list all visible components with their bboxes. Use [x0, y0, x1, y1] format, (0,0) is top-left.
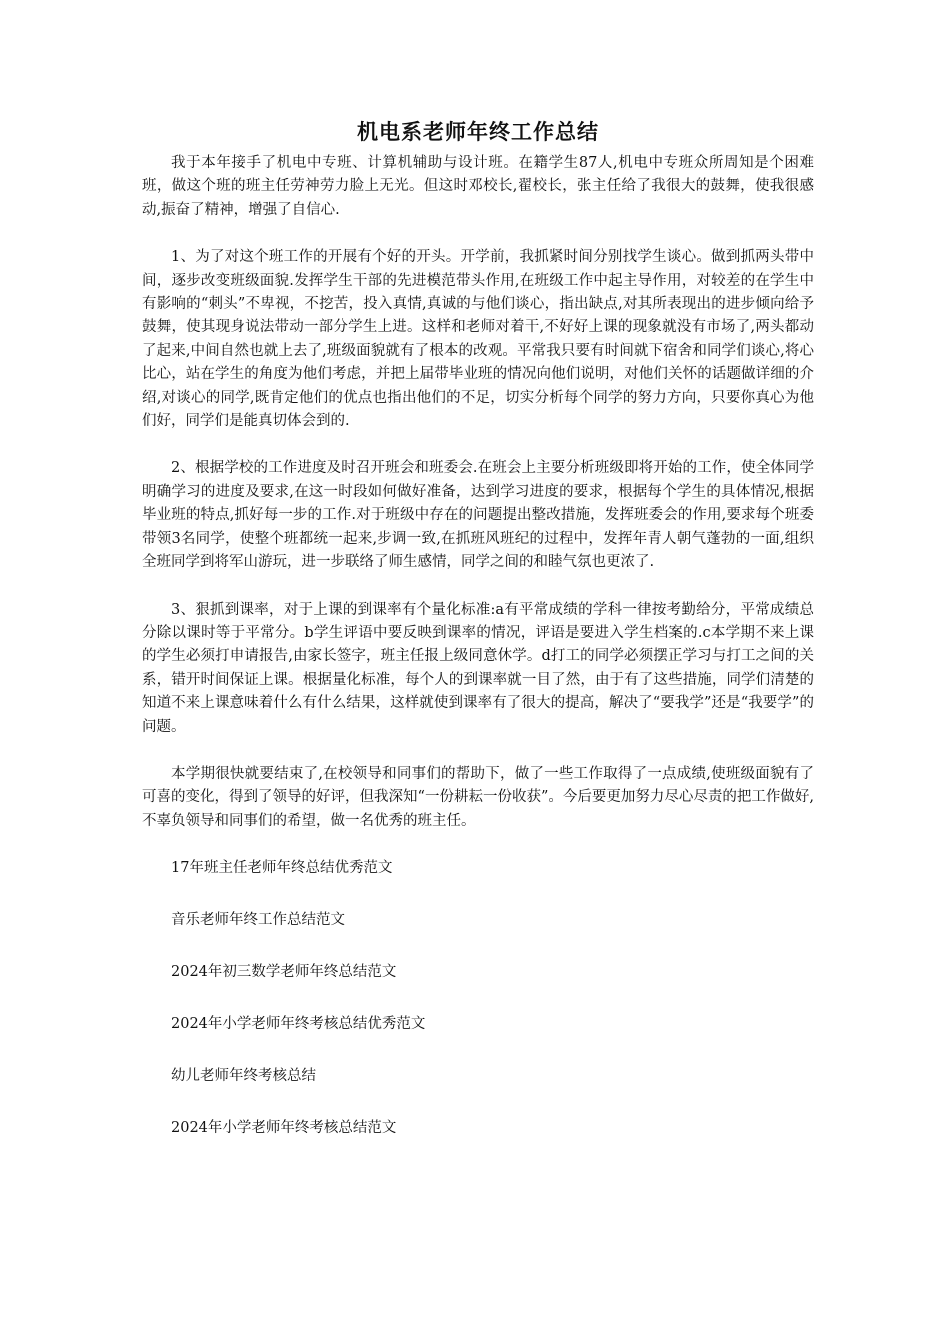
paragraph-gap: [142, 433, 814, 457]
paragraph-gap: [142, 575, 814, 599]
related-articles-list: [142, 857, 814, 1140]
section-2-paragraph: 2、根据学校的工作进度及时召开班会和班委会.在班会上主要分析班级即将开始的工作，使全体同学明确学习的进度及要求,在这一时段如何做好准备，达到学习进度的要求，根据每个学生的具体情况,根据毕业班的特点,抓好每一步的工作.对于班级中存在的问题提出整改措施，发挥班委会的作用,要求每个班委带领3名同学，使整个班都统一起来,步调一致,在抓班风班纪的过程中，发挥年青人朝气蓬勃的一面,组织全班同学到将军山游玩，进一步联络了师生感情，同学之间的和睦气氛也更浓了.: [142, 460, 814, 571]
section-1-paragraph: 1、为了对这个班工作的开展有个好的开头。开学前，我抓紧时间分别找学生谈心。做到抓两头带中间，逐步改变班级面貌.发挥学生干部的先进模范带头作用,在班级工作中起主导作用，对较差的在学生中有影响的“刺头”不卑视，不挖苦，投入真情,真诚的与他们谈心，指出缺点,对其所表现出的进步倾向给予鼓舞，使其现身说法带动一部分学生上进。这样和老师对着干,不好好上课的现象就没有市场了,两头都动了起来,中间自然也就上去了,班级面貌就有了根本的改观。平常我只要有时间就下宿舍和同学们谈心,将心比心，站在学生的角度为他们考虑，并把上届带毕业班的情况向他们说明，对他们关怀的话题做详细的介绍,对谈心的同学,既肯定他们的优点也指出他们的不足，切实分析每个同学的努力方向，只要你真心为他们好，同学们是能真切体会到的.: [142, 249, 814, 430]
paragraph-gap: [142, 739, 814, 763]
related-article-link[interactable]: 2024年小学老师年终考核总结范文: [171, 1120, 397, 1137]
section-3-paragraph: 3、狠抓到课率，对于上课的到课率有个量化标准:a有平常成绩的学科一律按考勤给分，平常成绩总分除以课时等于平常分。b学生评语中要反映到课率的情况，评语是要进入学生档案的.c本学期不来上课的学生必须打申请报告,由家长签字，班主任报上级同意休学。d打工的同学必须摆正学习与打工之间的关系，错开时间保证上课。根据量化标准，每个人的到课率就一目了然，由于有了这些措施，同学们清楚的知道不来上课意味着什么有什么结果，这样就使到课率有了很大的提高，解决了“要我学”还是“我要学”的问题。: [142, 601, 814, 735]
related-article-link[interactable]: 2024年小学老师年终考核总结优秀范文: [171, 1016, 426, 1033]
related-article-link[interactable]: 幼儿老师年终考核总结: [171, 1068, 316, 1085]
conclusion-paragraph: 本学期很快就要结束了,在校领导和同事们的帮助下，做了一些工作取得了一点成绩,使班级面貌有了可喜的变化，得到了领导的好评，但我深知“一份耕耘一份收获”。今后要更加努力尽心尽责的把工作做好,不辜负领导和同事们的希望，做一名优秀的班主任。: [142, 765, 814, 829]
related-article-link[interactable]: 2024年初三数学老师年终总结范文: [171, 964, 397, 981]
related-article-link[interactable]: 音乐老师年终工作总结范文: [171, 912, 345, 929]
related-article-link[interactable]: 17年班主任老师年终总结优秀范文: [171, 860, 393, 877]
intro-paragraph: 我于本年接手了机电中专班、计算机辅助与设计班。在籍学生87人,机电中专班众所周知是个困难班，做这个班的班主任劳神劳力脸上无光。但这时邓校长,翟校长，张主任给了我很大的鼓舞，使我很感动,振奋了精神，增强了自信心.: [142, 155, 814, 218]
document-page: [142, 118, 814, 1169]
document-title: 机电系老师年终工作总结: [357, 120, 599, 144]
paragraph-gap: [142, 222, 814, 246]
